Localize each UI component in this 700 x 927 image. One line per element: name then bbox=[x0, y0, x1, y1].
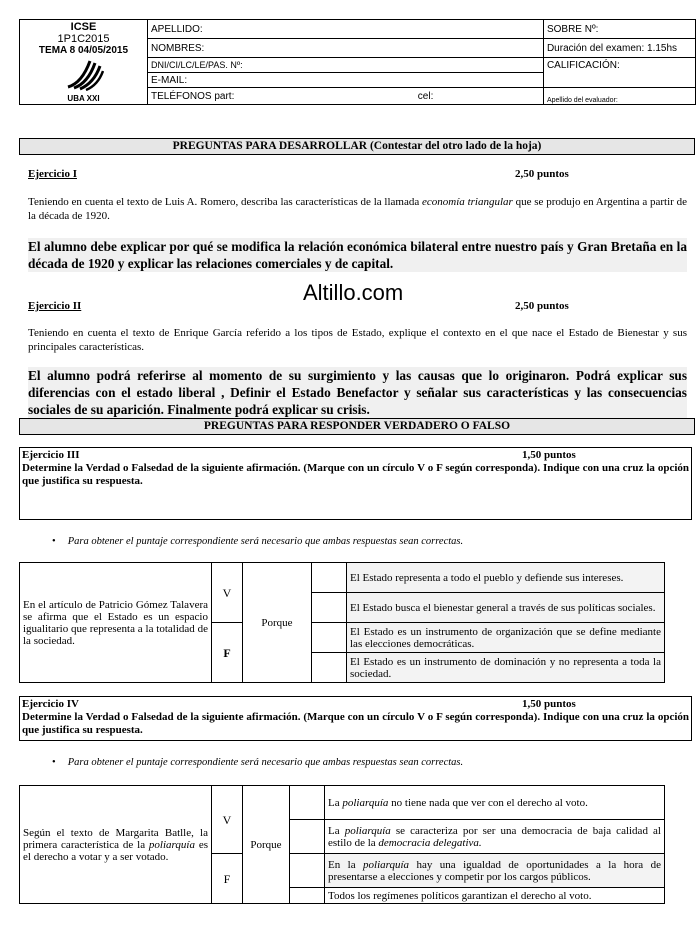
ex3-note: • Para obtener el puntaje correspondiente será necesario que ambas respuestas sean correctas. bbox=[52, 536, 464, 547]
bullet-icon: • bbox=[52, 536, 56, 547]
ex1-title: Ejercicio I bbox=[28, 168, 77, 180]
ex2-title: Ejercicio II bbox=[28, 300, 82, 312]
ex4-points: 1,50 puntos bbox=[522, 698, 576, 710]
exam-code: 1P1C2015 bbox=[57, 33, 110, 45]
ex4-porque: Porque bbox=[243, 786, 290, 904]
ex4-option-3: En la poliarquía hay una igualdad de oportunidades a la hora de presentarse a elecciones y competir por los cargos públicos. bbox=[325, 854, 665, 888]
exam-tema: TEMA 8 04/05/2015 bbox=[38, 45, 129, 56]
ex3-checkbox-4[interactable] bbox=[312, 653, 347, 683]
ex3-option-1: El Estado representa a todo el pueblo y defiende sus intereses. bbox=[347, 563, 665, 593]
duracion-label: Duración del examen: 1.15hs bbox=[543, 39, 695, 58]
ex4-f-option[interactable]: F bbox=[212, 854, 243, 904]
ex3-option-4: El Estado es un instrumento de dominación y no representa a toda la sociedad. bbox=[347, 653, 665, 683]
logo-text: UBA XXI bbox=[67, 94, 100, 103]
ex3-porque: Porque bbox=[243, 563, 312, 683]
ex4-title: Ejercicio IV bbox=[22, 698, 79, 710]
dni-field[interactable]: DNI/CI/LC/LE/PAS. Nº: bbox=[148, 58, 544, 73]
apellido-field[interactable]: APELLIDO: bbox=[148, 20, 544, 39]
ex3-checkbox-3[interactable] bbox=[312, 623, 347, 653]
watermark: Altillo.com bbox=[303, 280, 404, 305]
ex3-option-3: El Estado es un instrumento de organización que se define mediante las elecciones democráticas. bbox=[347, 623, 665, 653]
ex4-table bbox=[19, 785, 665, 904]
ex4-statement: Según el texto de Margarita Batlle, la primera característica de la poliarquía es el derecho a votar y a ser votado. bbox=[20, 786, 212, 904]
ex3-checkbox-2[interactable] bbox=[312, 593, 347, 623]
section-desarrollar: PREGUNTAS PARA DESARROLLAR (Contestar del otro lado de la hoja) bbox=[19, 138, 695, 155]
evaluador-field[interactable]: Apellido del evaluador: bbox=[543, 88, 695, 105]
ex3-title: Ejercicio III bbox=[22, 449, 80, 461]
email-field[interactable]: E-MAIL: bbox=[148, 73, 544, 88]
logo-cell bbox=[20, 20, 148, 105]
ex3-header-box bbox=[19, 447, 692, 520]
ex3-statement: En el artículo de Patricio Gómez Talavera se afirma que el Estado es un espacio igualitario que representa a la totalidad de la sociedad. bbox=[20, 563, 212, 683]
ex4-checkbox-2[interactable] bbox=[290, 820, 325, 854]
ex4-header-box bbox=[19, 696, 692, 741]
bullet-icon: • bbox=[52, 757, 56, 768]
ex3-f-option[interactable]: F bbox=[212, 623, 243, 683]
ex1-question: Teniendo en cuenta el texto de Luis A. Romero, describa las características de la llamada economía triangular que se produjo en Argentina a partir de la década de 1920. bbox=[28, 196, 687, 222]
ex4-instruction: Determine la Verdad o Falsedad de la siguiente afirmación. (Marque con un círculo V o F según corresponda). Indique con una cruz la opción que justifica su respuesta. bbox=[22, 711, 689, 736]
ex2-answer: El alumno podrá referirse al momento de su surgimiento y las causas que lo originaron. Podrá explicar sus diferencias con el estado liberal , Definir el Estado Benefactor y señalar sus características y las consecuencias sociales de su aparición. Finalmente podrá explicar su crisis. bbox=[28, 368, 687, 417]
ex4-option-2: La poliarquía se caracteriza por ser una democracia de baja calidad al estilo de la democracia delegativa. bbox=[325, 820, 665, 854]
telefono-field[interactable]: TELÉFONOS part: bbox=[148, 88, 318, 105]
ex3-checkbox-1[interactable] bbox=[312, 563, 347, 593]
ex3-points: 1,50 puntos bbox=[522, 449, 576, 461]
ex4-checkbox-3[interactable] bbox=[290, 854, 325, 888]
calificacion-field[interactable]: CALIFICACIÓN: bbox=[543, 58, 695, 88]
ex4-option-1: La poliarquía no tiene nada que ver con el derecho al voto. bbox=[325, 786, 665, 820]
section-verdadero-falso: PREGUNTAS PARA RESPONDER VERDADERO O FALSO bbox=[19, 418, 695, 435]
ex1-answer: El alumno debe explicar por qué se modifica la relación económica bilateral entre nuestro país y Gran Bretaña en la década de 1920 y explicar las relaciones comerciales y de capital. bbox=[28, 239, 687, 271]
sobre-field[interactable]: SOBRE Nº: bbox=[543, 20, 695, 39]
exam-header bbox=[19, 19, 696, 105]
ex2-points: 2,50 puntos bbox=[515, 300, 569, 312]
ex1-points: 2,50 puntos bbox=[515, 168, 569, 180]
nombres-field[interactable]: NOMBRES: bbox=[148, 39, 544, 58]
cel-field[interactable]: cel: bbox=[318, 88, 544, 105]
uba-logo-icon bbox=[64, 57, 104, 91]
ex4-v-option[interactable]: V bbox=[212, 786, 243, 854]
ex3-v-option[interactable]: V bbox=[212, 563, 243, 623]
ex4-checkbox-1[interactable] bbox=[290, 786, 325, 820]
ex3-option-2: El Estado busca el bienestar general a través de sus políticas sociales. bbox=[347, 593, 665, 623]
ex4-option-4: Todos los regímenes políticos garantizan el derecho al voto. bbox=[325, 888, 665, 904]
ex3-table bbox=[19, 562, 665, 683]
course-name: ICSE bbox=[70, 21, 97, 33]
ex3-instruction: Determine la Verdad o Falsedad de la siguiente afirmación. (Marque con un círculo V o F según corresponda). Indique con una cruz la opción que justifica su respuesta. bbox=[22, 462, 689, 487]
ex4-note: • Para obtener el puntaje correspondiente será necesario que ambas respuestas sean correctas. bbox=[52, 757, 464, 768]
ex4-checkbox-4[interactable] bbox=[290, 888, 325, 904]
ex2-question: Teniendo en cuenta el texto de Enrique García referido a los tipos de Estado, explique el contexto en el que nace el Estado de Bienestar y sus principales características. bbox=[28, 327, 687, 353]
